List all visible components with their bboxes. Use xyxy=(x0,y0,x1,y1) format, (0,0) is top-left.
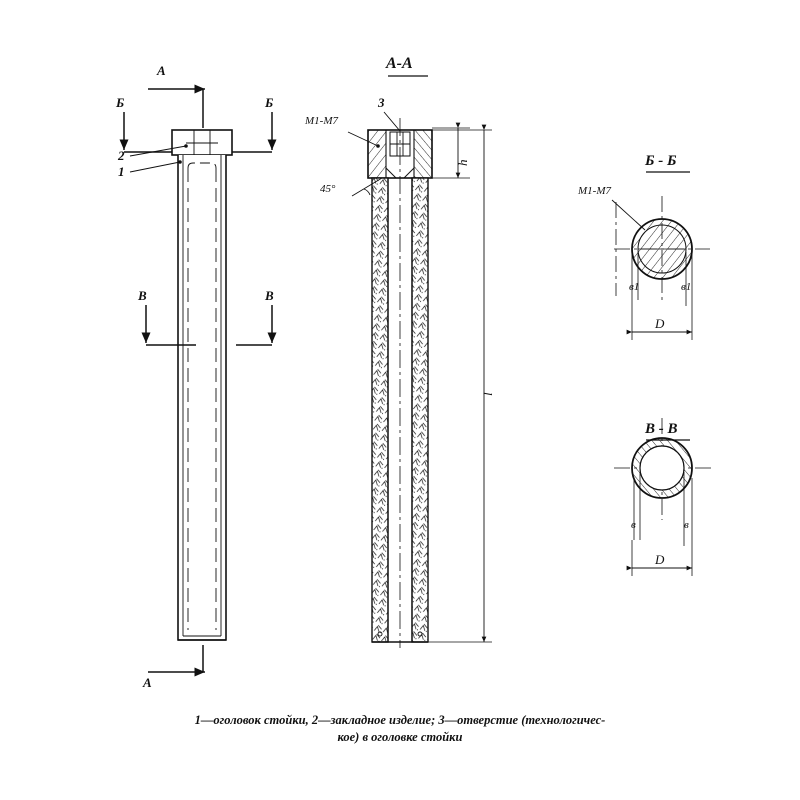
caption-num-1: 1 xyxy=(194,713,201,727)
dimension-b1-left-label: в1 xyxy=(629,281,640,293)
section-mark-a-bottom xyxy=(148,645,205,672)
callout-item-3: 3 xyxy=(378,95,385,110)
dimension-b-left-label: в xyxy=(631,519,636,531)
section-mark-b-left-label: Б xyxy=(116,95,125,110)
caption-num-3: 3 xyxy=(438,713,445,727)
section-mark-a-bottom-label: А xyxy=(143,675,152,690)
dimension-h xyxy=(432,128,470,178)
callout-angle-45: 45° xyxy=(320,183,336,195)
section-vv-title: В - В xyxy=(645,421,678,437)
leader-item-3 xyxy=(384,112,400,131)
caption-text-3: —отверстие (технологичес- xyxy=(444,713,606,727)
dimension-d-vv-label: D xyxy=(655,552,665,567)
figure-caption xyxy=(70,712,730,746)
callout-rebar-left: М1-М7 xyxy=(305,115,338,127)
section-bb-title: Б - Б xyxy=(645,153,677,169)
view-front-elevation xyxy=(172,130,232,640)
dimension-b-right-label: в xyxy=(684,519,689,531)
section-mark-b-left xyxy=(124,112,172,152)
leader-item-1 xyxy=(130,161,181,172)
callout-item-1: 1 xyxy=(118,164,125,179)
dimension-d-bb-label: D xyxy=(655,316,665,331)
section-mark-v-right xyxy=(236,305,272,345)
caption-text-2: —закладное изделие; xyxy=(318,713,439,727)
callout-rebar-bb: М1-М7 xyxy=(578,185,611,197)
leader-rebar-bb xyxy=(612,200,645,230)
callout-item-2: 2 xyxy=(118,148,125,163)
section-mark-b-right-label: Б xyxy=(265,95,274,110)
section-mark-v-left-label: В xyxy=(138,288,147,303)
dimension-l-label: l xyxy=(480,392,495,396)
dimension-l xyxy=(428,130,495,642)
view-section-aa xyxy=(368,118,432,648)
section-mark-v-right-label: В xyxy=(265,288,274,303)
section-aa-title: А-А xyxy=(386,55,413,72)
dimension-b1-right-label: в1 xyxy=(681,281,692,293)
dimension-h-label: h xyxy=(455,159,470,166)
caption-num-2: 2 xyxy=(311,713,319,727)
section-mark-a-top-label: А xyxy=(157,63,166,78)
section-mark-a-top xyxy=(148,89,205,128)
caption-text-1: —оголовок стойки, xyxy=(200,713,312,727)
section-mark-b-right xyxy=(232,112,272,152)
caption-line-2: кое) в оголовке стойки xyxy=(337,729,463,744)
